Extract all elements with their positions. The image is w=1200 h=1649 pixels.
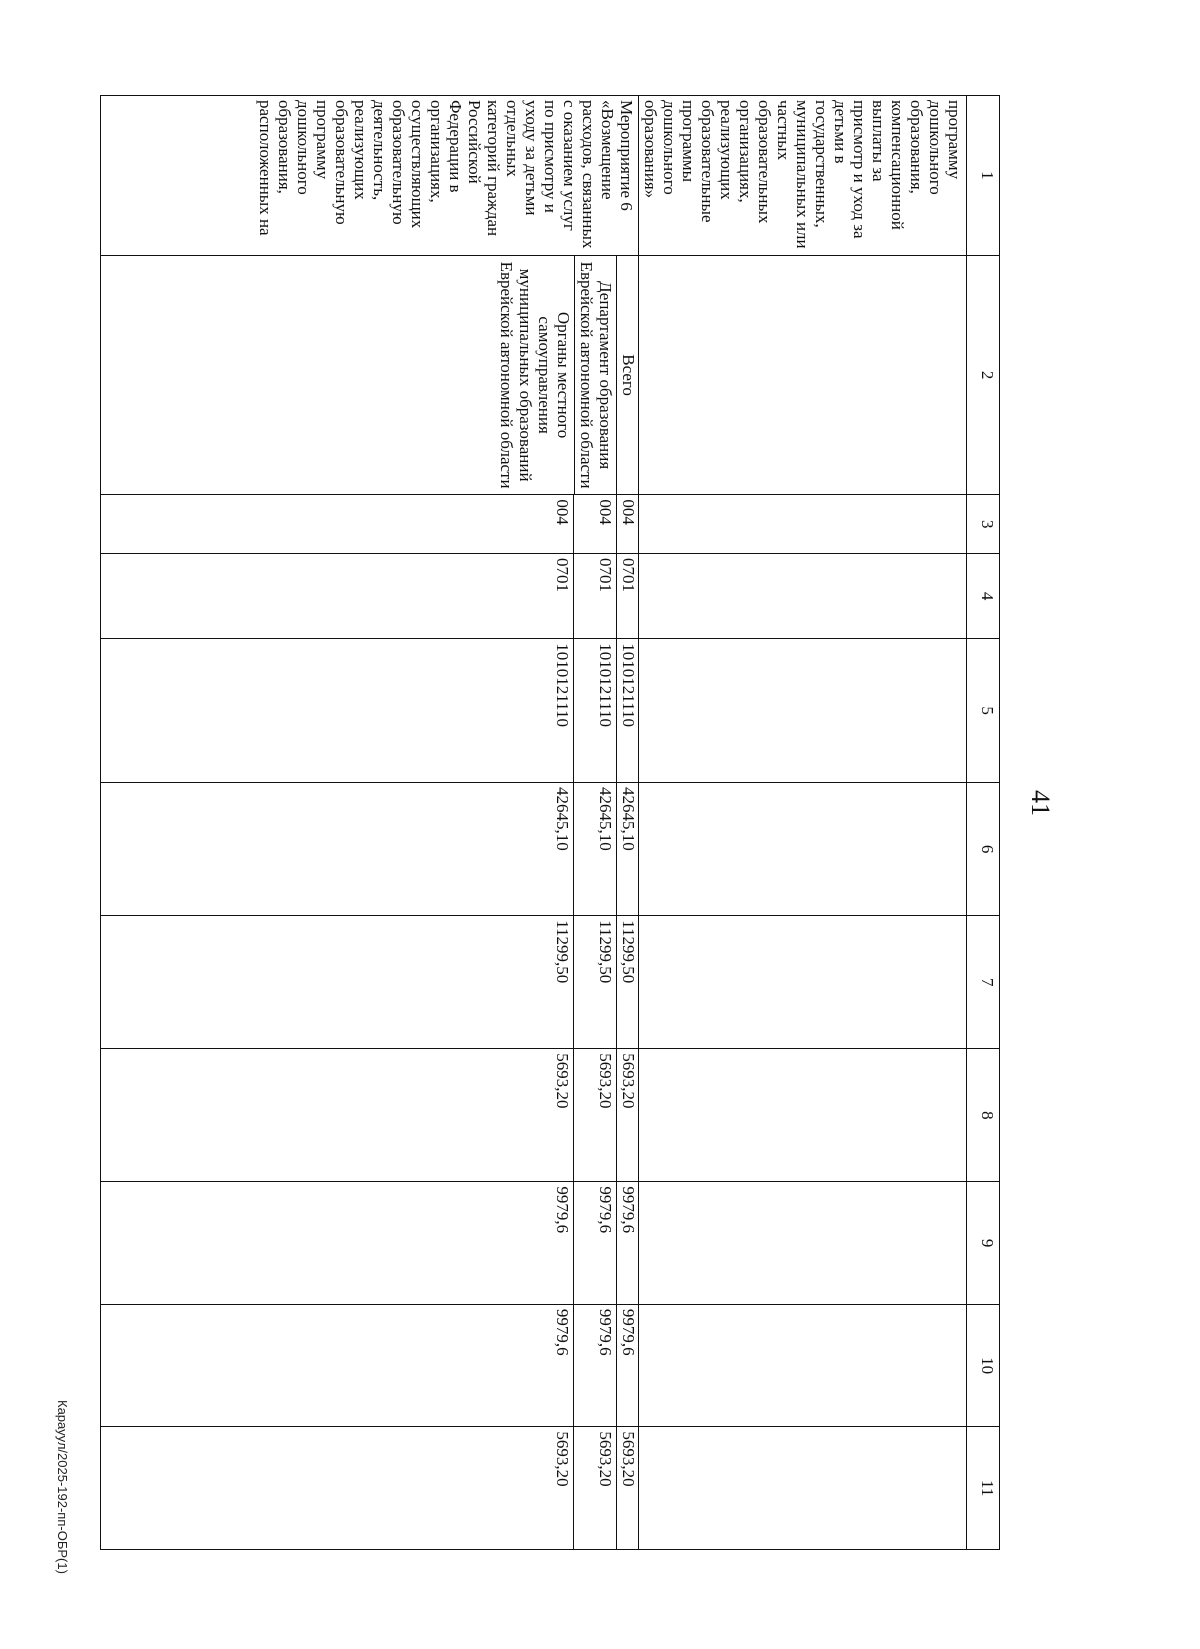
- value: 5693,20: [619, 1431, 638, 1487]
- header-cell: 6: [967, 783, 1000, 916]
- executor-total: Всего: [619, 354, 638, 396]
- value: 42645,10: [576, 783, 617, 915]
- value: 11299,50: [619, 920, 638, 984]
- value: 0701: [576, 554, 617, 638]
- value: 9979,6: [576, 1182, 617, 1303]
- event-row: [101, 96, 639, 1550]
- executor-cell: [101, 255, 639, 495]
- header-cell: 9: [967, 1182, 1000, 1304]
- value: 004: [619, 499, 638, 525]
- header-cell: 7: [967, 916, 1000, 1049]
- executor-department: Департамент образования Еврейской автономной области: [577, 256, 617, 495]
- page-number: 41: [1026, 790, 1055, 816]
- col5-cell: [101, 639, 639, 783]
- value: 9979,6: [552, 1182, 574, 1303]
- header-cell: 10: [967, 1304, 1000, 1426]
- value: 42645,10: [619, 787, 638, 851]
- header-cell: 4: [967, 554, 1000, 639]
- value: 1010121110: [552, 639, 574, 782]
- value: 11299,50: [552, 916, 574, 1048]
- value: 9979,6: [619, 1186, 638, 1234]
- value: 004: [552, 495, 574, 553]
- value: 5693,20: [552, 1427, 574, 1549]
- col9-cell: [101, 1182, 639, 1304]
- header-row: [967, 96, 1000, 1550]
- value: 004: [576, 495, 617, 553]
- value: 5693,20: [552, 1049, 574, 1181]
- continued-row: [639, 96, 967, 1550]
- value: 5693,20: [576, 1049, 617, 1181]
- event-title: Мероприятие 6 «Возмещение расходов, связанных с оказанием услуг по присмотру и уходу за детьми отдельных категорий граждан Российской Федерации в организациях, осуществляющих образовательную деятельность, реализующих образовательную программу дошкольного образования, расположенных на: [101, 96, 639, 256]
- value: 9979,6: [619, 1308, 638, 1356]
- value: 0701: [619, 558, 638, 592]
- col3-cell: [101, 495, 639, 554]
- continued-text: программу дошкольного образования, компенсационной выплаты за присмотр и уход за детьми в государственных, муниципальных или частных образовательных организациях, реализующих образовательные программы дошкольного образования»: [639, 96, 967, 256]
- header-cell: 11: [967, 1427, 1000, 1550]
- budget-table: [100, 95, 1000, 1550]
- footer-stamp: Карауул/2025-192-пп-ОБР(1): [55, 1400, 70, 1574]
- col11-cell: [101, 1427, 639, 1550]
- header-cell: 8: [967, 1049, 1000, 1182]
- col6-cell: [101, 783, 639, 916]
- value: 9979,6: [576, 1305, 617, 1426]
- col7-cell: [101, 916, 639, 1049]
- value: 5693,20: [619, 1053, 638, 1109]
- value: 11299,50: [576, 916, 617, 1048]
- value: 1010121110: [576, 639, 617, 782]
- executor-local-gov: Органы местного самоуправления муниципальных образований Еврейской автономной области: [497, 256, 575, 495]
- col8-cell: [101, 1049, 639, 1182]
- value: 9979,6: [552, 1305, 574, 1426]
- header-cell: 2: [967, 255, 1000, 495]
- col4-cell: [101, 554, 639, 639]
- header-cell: 5: [967, 639, 1000, 783]
- header-cell: 3: [967, 495, 1000, 554]
- value: 42645,10: [552, 783, 574, 915]
- value: 0701: [552, 554, 574, 638]
- value: 1010121110: [619, 643, 638, 727]
- value: 5693,20: [576, 1427, 617, 1549]
- header-cell: 1: [967, 96, 1000, 256]
- col10-cell: [101, 1304, 639, 1426]
